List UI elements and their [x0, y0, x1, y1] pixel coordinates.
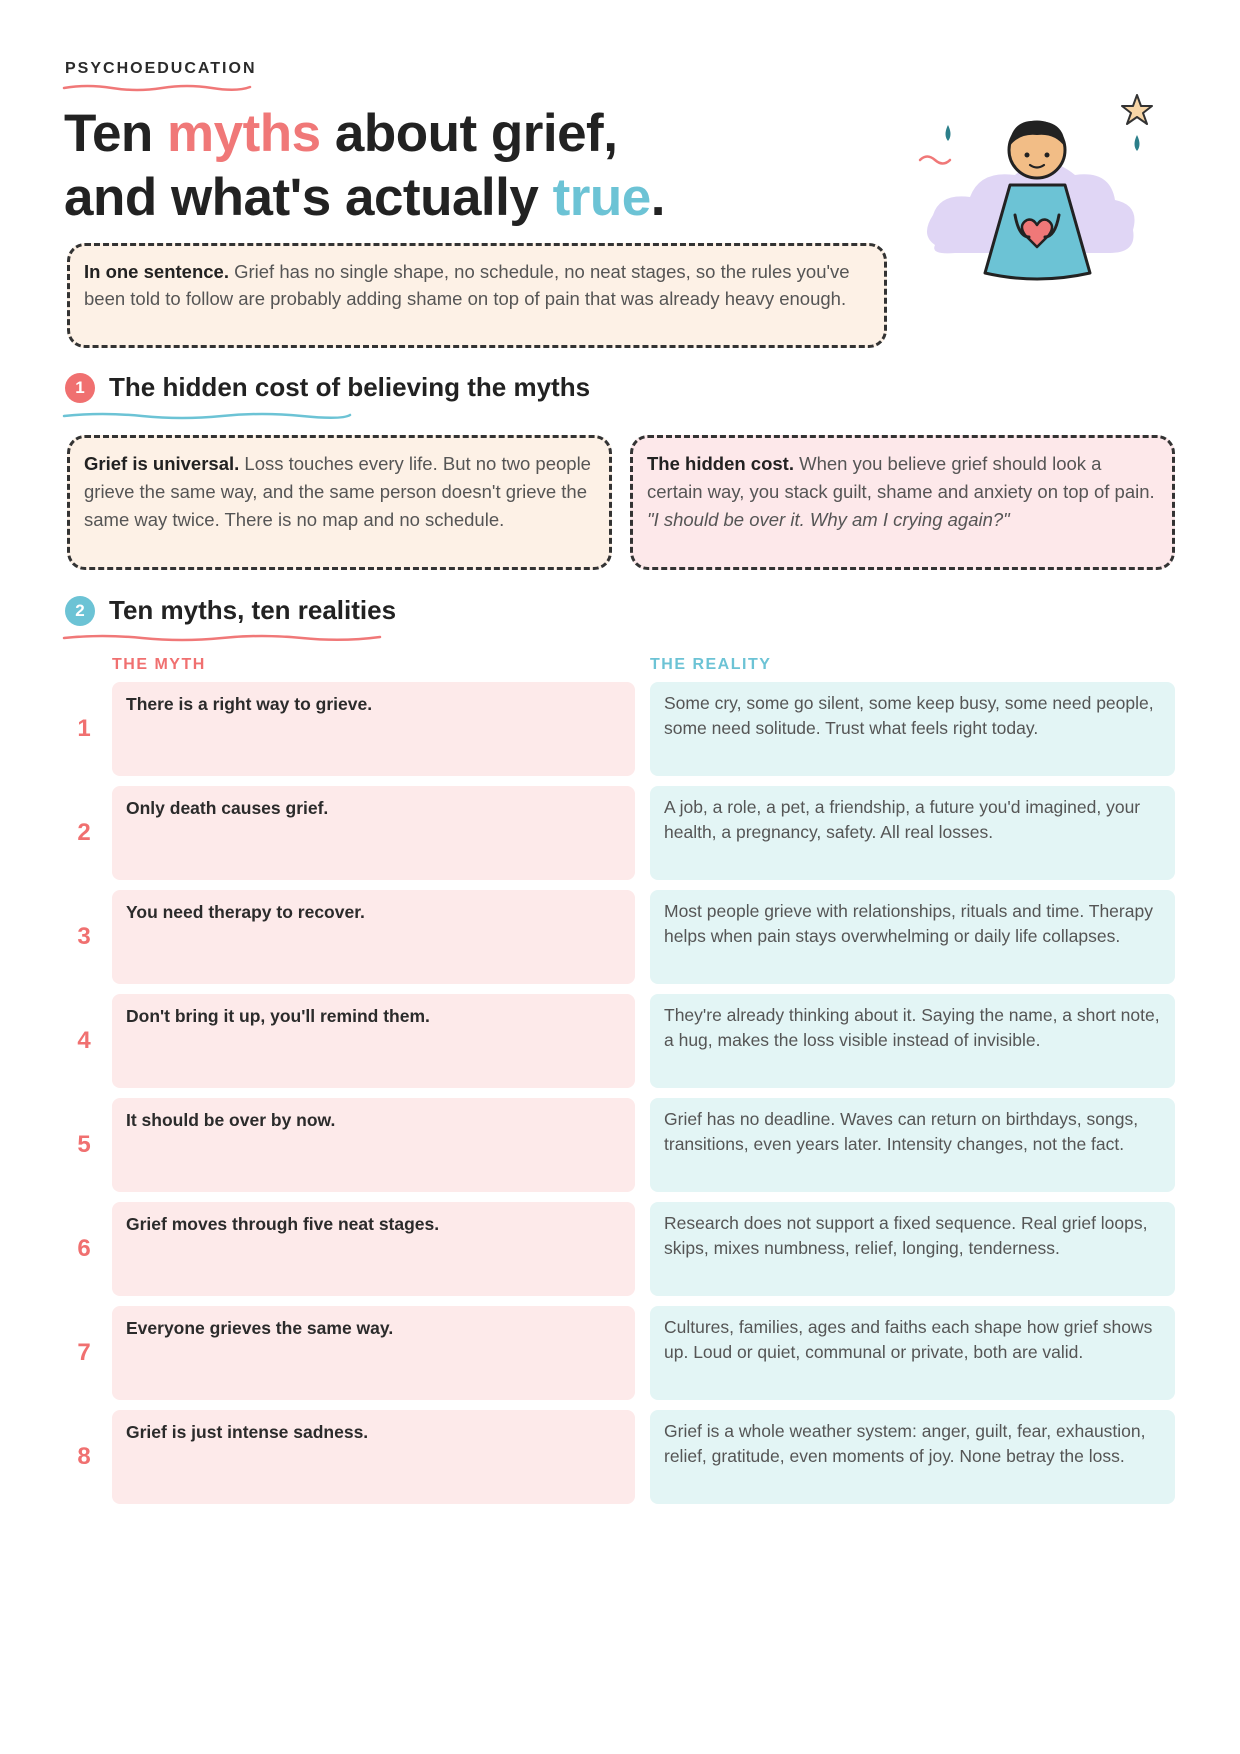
section-2-title: Ten myths, ten realities	[109, 595, 397, 625]
row-number: 1	[77, 715, 91, 742]
table-row	[0, 1410, 1240, 1504]
row-number: 8	[77, 1443, 91, 1470]
summary-box	[67, 243, 887, 348]
myth-cell: Only death causes grief.	[112, 786, 635, 880]
hidden-cost-card	[630, 435, 1175, 570]
reality-cell: Cultures, families, ages and faiths each shape how grief shows up. Loud or quiet, communal or private, both are valid.	[650, 1306, 1175, 1400]
row-number: 7	[77, 1339, 91, 1366]
table-row	[0, 1202, 1240, 1296]
hidden-cost-label: The hidden cost.	[647, 453, 794, 474]
person-heart-illustration	[915, 85, 1155, 295]
summary-text: Grief has no single shape, no schedule, no neat stages, so the rules you've been told to follow are probably adding shame on top of pain that was already heavy enough.	[84, 261, 850, 309]
myth-cell: Everyone grieves the same way.	[112, 1306, 635, 1400]
summary-label: In one sentence.	[84, 261, 229, 282]
myth-cell: Grief is just intense sadness.	[112, 1410, 635, 1504]
myth-cell: There is a right way to grieve.	[112, 682, 635, 776]
row-number: 6	[77, 1235, 91, 1262]
row-number: 5	[77, 1131, 91, 1158]
section-1-title: The hidden cost of believing the myths	[109, 372, 591, 402]
page-title: Ten myths about grief, and what's actually true.	[64, 104, 665, 227]
reality-cell: They're already thinking about it. Saying the name, a short note, a hug, makes the loss visible instead of invisible.	[650, 994, 1175, 1088]
section-2-number-badge: 2	[65, 596, 95, 626]
section-2-heading	[65, 595, 396, 626]
section-1-heading	[65, 372, 590, 403]
myth-cell: Grief moves through five neat stages.	[112, 1202, 635, 1296]
grief-universal-label: Grief is universal.	[84, 453, 240, 474]
table-row	[0, 1306, 1240, 1400]
hidden-cost-quote: "I should be over it. Why am I crying again?"	[647, 509, 1010, 530]
table-row	[0, 1098, 1240, 1192]
reality-cell: Research does not support a fixed sequence. Real grief loops, skips, mixes numbness, relief, longing, tenderness.	[650, 1202, 1175, 1296]
table-row	[0, 682, 1240, 776]
reality-cell: Grief is a whole weather system: anger, guilt, fear, exhaustion, relief, gratitude, even moments of joy. None betray the loss.	[650, 1410, 1175, 1504]
table-row	[0, 994, 1240, 1088]
title-accent-myths: myths	[167, 104, 321, 163]
kicker: PSYCHOEDUCATION	[65, 60, 257, 77]
row-number: 2	[77, 819, 91, 846]
row-number: 3	[77, 923, 91, 950]
reality-cell: Grief has no deadline. Waves can return on birthdays, songs, transitions, even years later. Intensity changes, not the fact.	[650, 1098, 1175, 1192]
myth-cell: You need therapy to recover.	[112, 890, 635, 984]
column-header-reality: THE REALITY	[650, 656, 772, 673]
grief-universal-text: Loss touches every life. But no two people grieve the same way, and the same person doesn't grieve the same way twice. There is no map and no schedule.	[84, 453, 591, 530]
reality-cell: Most people grieve with relationships, rituals and time. Therapy helps when pain stays overwhelming or daily life collapses.	[650, 890, 1175, 984]
table-row	[0, 890, 1240, 984]
section-2-underline	[62, 632, 382, 642]
reality-cell: Some cry, some go silent, some keep busy, some need people, some need solitude. Trust what feels right today.	[650, 682, 1175, 776]
column-header-myth: THE MYTH	[112, 656, 206, 673]
row-number: 4	[77, 1027, 91, 1054]
reality-cell: A job, a role, a pet, a friendship, a future you'd imagined, your health, a pregnancy, safety. All real losses.	[650, 786, 1175, 880]
section-1-number-badge: 1	[65, 373, 95, 403]
myth-cell: It should be over by now.	[112, 1098, 635, 1192]
kicker-underline	[62, 82, 252, 92]
hidden-cost-text: When you believe grief should look a certain way, you stack guilt, shame and anxiety on top of pain.	[647, 453, 1155, 502]
title-accent-true: true	[552, 168, 651, 227]
grief-universal-card	[67, 435, 612, 570]
table-row	[0, 786, 1240, 880]
section-1-underline	[62, 410, 352, 420]
myth-cell: Don't bring it up, you'll remind them.	[112, 994, 635, 1088]
